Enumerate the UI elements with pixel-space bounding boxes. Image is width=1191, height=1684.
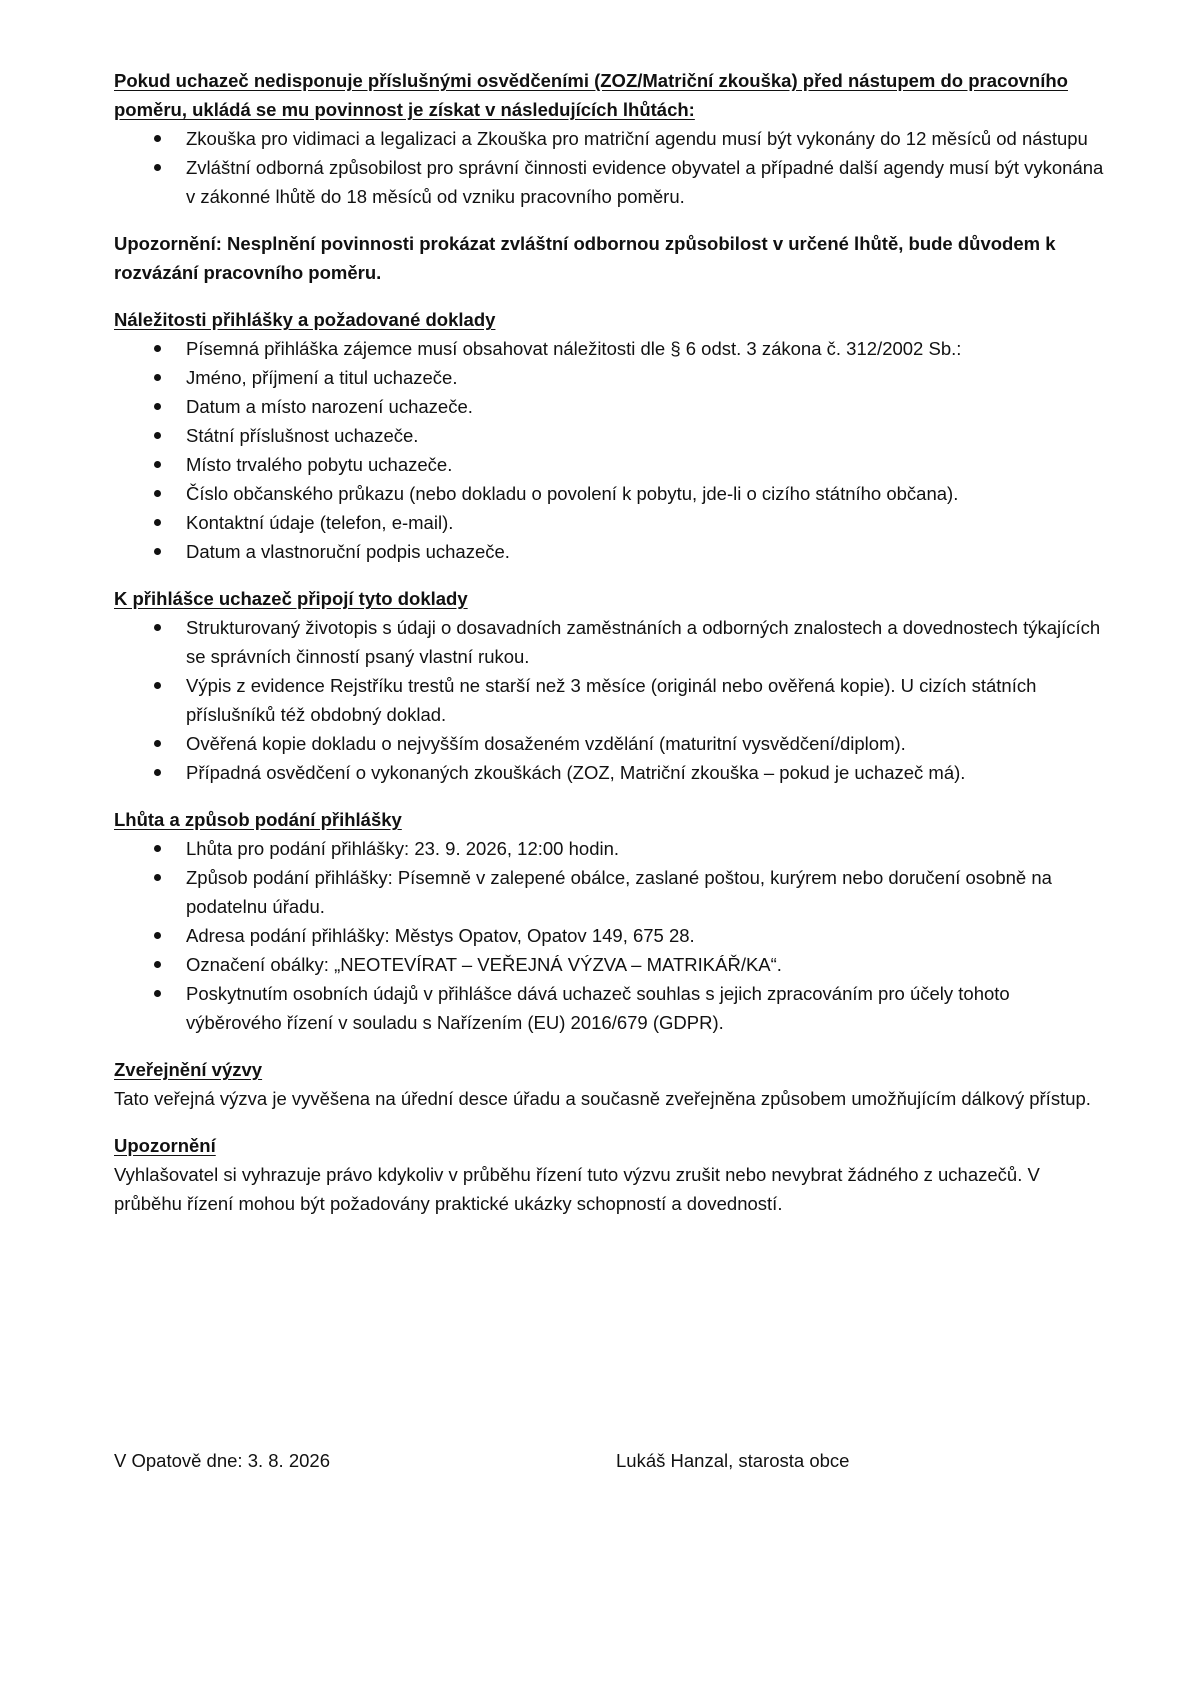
warning-paragraph: Upozornění: Nesplnění povinnosti prokázat zvláštní odbornou způsobilost v určené lhůtě, bude důvodem k rozvázání pracovního poměru. [114, 233, 1056, 283]
signatory: Lukáš Hanzal, starosta obce [616, 1450, 850, 1471]
list-item: Adresa podání přihlášky: Městys Opatov, Opatov 149, 675 28. [114, 921, 1104, 950]
attachments-list [114, 613, 1104, 787]
bullet-icon [154, 432, 161, 439]
list-item: Ověřená kopie dokladu o nejvyšším dosaženém vzdělání (maturitní vysvědčení/diplom). [114, 729, 1104, 758]
requirements-heading: Náležitosti přihlášky a požadované doklady [114, 309, 496, 330]
bullet-icon [154, 740, 161, 747]
bullet-icon [154, 932, 161, 939]
bullet-icon [154, 345, 161, 352]
list-item: Datum a vlastnoruční podpis uchazeče. [114, 537, 1104, 566]
list-item: Zvláštní odborná způsobilost pro správní činnosti evidence obyvatel a případné další agendy musí být vykonána v zákonné lhůtě do 18 měsíců od vzniku pracovního poměru. [114, 153, 1104, 211]
intro-heading: Pokud uchazeč nedisponuje příslušnými osvědčeními (ZOZ/Matriční zkouška) před nástupem do pracovního poměru, ukládá se mu povinnost je získat v následujících lhůtách: [114, 70, 1068, 120]
bullet-icon [154, 769, 161, 776]
bullet-icon [154, 403, 161, 410]
list-item: Datum a místo narození uchazeče. [114, 392, 1104, 421]
bullet-icon [154, 548, 161, 555]
list-item: Kontaktní údaje (telefon, e-mail). [114, 508, 1104, 537]
publication-heading: Zveřejnění výzvy [114, 1059, 263, 1080]
list-item: Strukturovaný životopis s údaji o dosavadních zaměstnáních a odborných znalostech a dovednostech týkajících se správních činností psaný vlastní rukou. [114, 613, 1104, 671]
list-item: Lhůta pro podání přihlášky: 23. 9. 2026, 12:00 hodin. [114, 834, 1104, 863]
list-item: Místo trvalého pobytu uchazeče. [114, 450, 1104, 479]
list-item: Zkouška pro vidimaci a legalizaci a Zkouška pro matriční agendu musí být vykonány do 12 měsíců od nástupu [114, 124, 1104, 153]
list-item: Poskytnutím osobních údajů v přihlášce dává uchazeč souhlas s jejich zpracováním pro účely tohoto výběrového řízení v souladu s Nařízením (EU) 2016/679 (GDPR). [114, 979, 1104, 1037]
list-item: Případná osvědčení o vykonaných zkouškách (ZOZ, Matriční zkouška – pokud je uchazeč má). [114, 758, 1104, 787]
attachments-heading: K přihlášce uchazeč připojí tyto doklady [114, 588, 468, 609]
list-item: Výpis z evidence Rejstříku trestů ne starší než 3 měsíce (originál nebo ověřená kopie). U cizích státních příslušníků též obdobný doklad. [114, 671, 1104, 729]
bullet-icon [154, 845, 161, 852]
list-item: Písemná přihláška zájemce musí obsahovat náležitosti dle § 6 odst. 3 zákona č. 312/2002 Sb.: [114, 334, 1104, 363]
bullet-icon [154, 490, 161, 497]
submission-heading: Lhůta a způsob podání přihlášky [114, 809, 402, 830]
list-item: Státní příslušnost uchazeče. [114, 421, 1104, 450]
bullet-icon [154, 990, 161, 997]
bullet-icon [154, 164, 161, 171]
publication-text: Tato veřejná výzva je vyvěšena na úřední desce úřadu a současně zveřejněna způsobem umožňujícím dálkový přístup. [114, 1088, 1091, 1109]
bullet-icon [154, 682, 161, 689]
list-item: Číslo občanského průkazu (nebo dokladu o povolení k pobytu, jde-li o cizího státního občana). [114, 479, 1104, 508]
place-date: V Opatově dne: 3. 8. 2026 [114, 1450, 330, 1471]
bullet-icon [154, 961, 161, 968]
document-page [114, 66, 1104, 1218]
bullet-icon [154, 374, 161, 381]
bullet-icon [154, 135, 161, 142]
list-item: Označení obálky: „NEOTEVÍRAT – VEŘEJNÁ VÝZVA – MATRIKÁŘ/KA“. [114, 950, 1104, 979]
submission-list [114, 834, 1104, 1037]
signature-row [114, 1446, 1104, 1476]
list-item: Jméno, příjmení a titul uchazeče. [114, 363, 1104, 392]
bullet-icon [154, 624, 161, 631]
notice-text: Vyhlašovatel si vyhrazuje právo kdykoliv v průběhu řízení tuto výzvu zrušit nebo nevybrat žádného z uchazečů. V průběhu řízení mohou být požadovány praktické ukázky schopností a dovedností. [114, 1164, 1040, 1214]
intro-list [114, 124, 1104, 211]
bullet-icon [154, 519, 161, 526]
bullet-icon [154, 461, 161, 468]
bullet-icon [154, 874, 161, 881]
requirements-list [114, 334, 1104, 566]
list-item: Způsob podání přihlášky: Písemně v zalepené obálce, zaslané poštou, kurýrem nebo doručení osobně na podatelnu úřadu. [114, 863, 1104, 921]
notice-heading: Upozornění [114, 1135, 216, 1156]
